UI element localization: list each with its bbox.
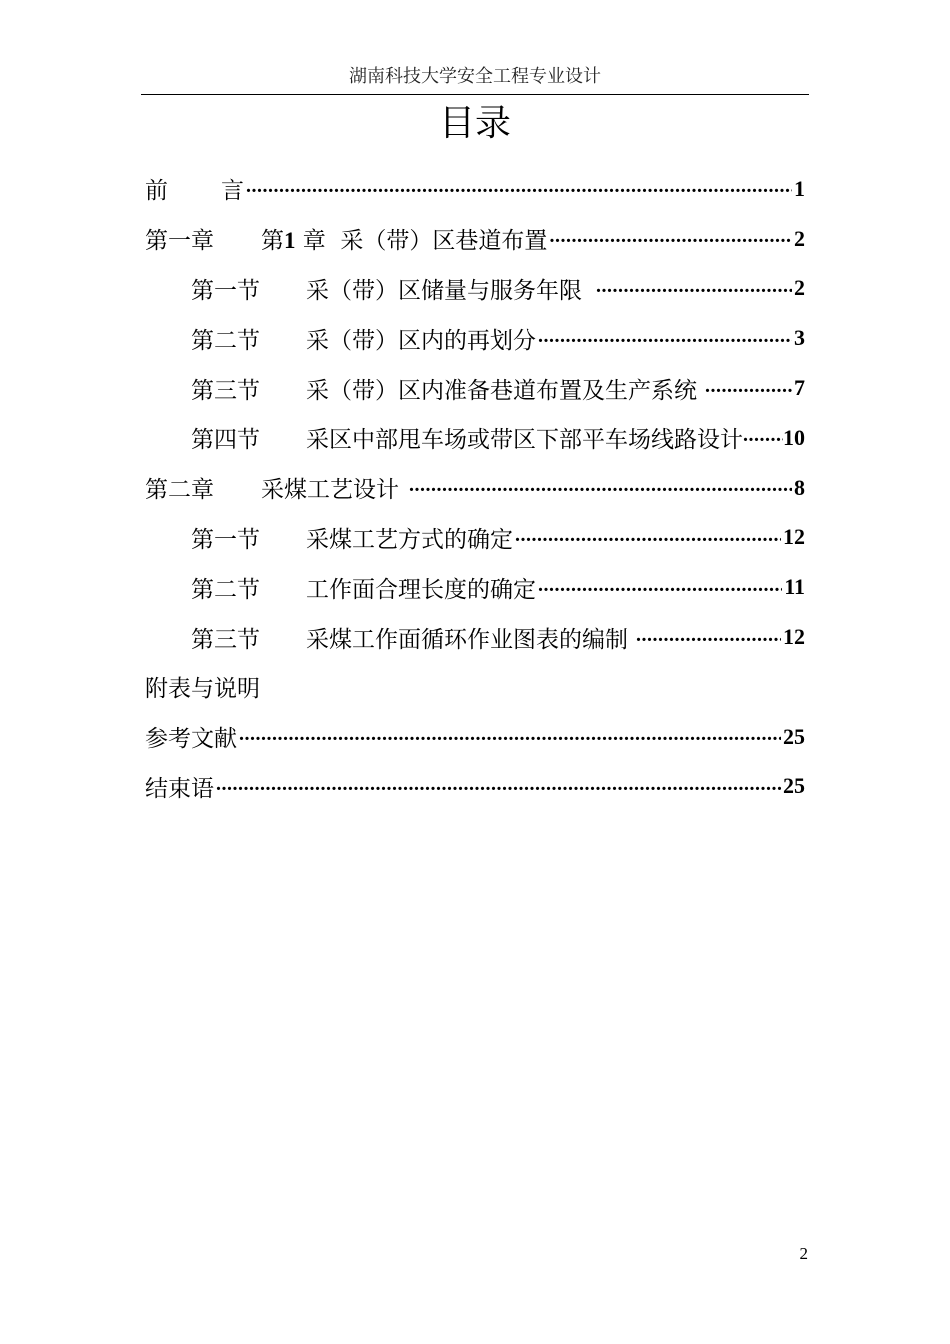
toc-page-number: 1 xyxy=(794,175,805,201)
toc-entry-number: 第一节 xyxy=(191,526,260,553)
toc-entry-title: 工作面合理长度的确定 xyxy=(306,576,536,603)
toc-entry-number: 第一节 xyxy=(191,277,260,304)
toc-page-number: 12 xyxy=(783,524,805,550)
toc-entry-title: 采（带）区储量与服务年限 xyxy=(306,277,582,304)
toc-entry-title: 采煤工作面循环作业图表的编制 xyxy=(306,626,628,653)
toc-entry-chapter-1-section-4[interactable] xyxy=(145,413,809,463)
toc-label xyxy=(191,372,697,405)
toc-label xyxy=(145,670,260,703)
header-rule xyxy=(141,94,809,95)
toc-entry-title: 结束语 xyxy=(145,775,214,802)
toc-leader-dots xyxy=(596,275,792,298)
toc-leader-dots xyxy=(538,325,792,348)
toc-entry-number: 第二节 xyxy=(191,576,260,603)
toc-entry-title-suffix: 章 采（带）区巷道布置 xyxy=(295,228,548,255)
toc-entry-title-number: 1 xyxy=(284,228,296,254)
toc-leader-dots xyxy=(743,424,783,447)
toc-leader-dots xyxy=(246,175,792,198)
toc-label xyxy=(145,471,399,504)
page-number: 2 xyxy=(799,1244,808,1263)
toc-leader-dots xyxy=(409,474,792,497)
toc-entry-number: 第三节 xyxy=(191,626,260,653)
toc-label xyxy=(191,272,582,305)
toc-entry-title: 采煤工艺设计 xyxy=(261,477,399,504)
toc-entry-title: 采区中部甩车场或带区下部平车场线路设计 xyxy=(306,427,743,454)
toc-entry-chapter-1-section-1[interactable] xyxy=(145,264,809,314)
toc-entry-number: 第一章 xyxy=(145,228,214,255)
toc-page-number: 25 xyxy=(783,723,805,749)
toc-entry-number: 第四节 xyxy=(191,427,260,454)
toc-entry-title: 附表与说明 xyxy=(145,676,260,703)
toc-label xyxy=(191,421,743,454)
toc-entry-title-prefix: 第 xyxy=(261,228,284,255)
toc-leader-dots xyxy=(538,574,782,597)
toc-entry-chapter-1-section-2[interactable] xyxy=(145,313,809,363)
toc-entry-appendix[interactable] xyxy=(145,662,809,712)
toc-entry-title xyxy=(261,222,547,255)
toc-entry-references[interactable] xyxy=(145,712,809,762)
toc-label xyxy=(191,521,513,554)
toc-entry-number: 第二节 xyxy=(191,327,260,354)
toc-entry-chapter-2-section-3[interactable] xyxy=(145,612,809,662)
toc-page-number: 8 xyxy=(794,474,805,500)
toc-entry-conclusion[interactable] xyxy=(145,762,809,812)
running-header: 湖南科技大学安全工程专业设计 xyxy=(349,66,601,87)
toc-label xyxy=(191,571,536,604)
toc-entry-title: 采煤工艺方式的确定 xyxy=(306,526,513,553)
toc-entry-title: 采（带）区内准备巷道布置及生产系统 xyxy=(306,377,697,404)
toc-entry-chapter-1[interactable] xyxy=(145,214,809,264)
toc-entry-preface[interactable] xyxy=(145,164,809,214)
toc-page-number: 2 xyxy=(794,275,805,301)
toc-page-number: 10 xyxy=(783,424,805,450)
toc-entry-number: 前 xyxy=(145,178,168,205)
toc-leader-dots xyxy=(705,375,792,398)
toc-page-number: 7 xyxy=(794,375,805,401)
toc-entry-number: 第三节 xyxy=(191,377,260,404)
toc-page-number: 3 xyxy=(794,325,805,351)
toc-label xyxy=(145,720,237,753)
toc-page-number: 2 xyxy=(794,225,805,251)
toc-label xyxy=(191,621,628,654)
toc-label xyxy=(145,172,244,205)
toc-entry-chapter-2[interactable] xyxy=(145,463,809,513)
toc-entry-chapter-2-section-1[interactable] xyxy=(145,513,809,563)
toc-label xyxy=(145,770,214,803)
toc-label xyxy=(145,222,547,255)
toc-entry-title: 采（带）区内的再划分 xyxy=(306,327,536,354)
toc-leader-dots xyxy=(216,773,781,796)
page-title: 目录 xyxy=(438,103,511,144)
table-of-contents xyxy=(145,164,809,811)
toc-entry-title: 言 xyxy=(221,178,244,205)
toc-entry-number: 第二章 xyxy=(145,477,214,504)
toc-leader-dots xyxy=(515,524,781,547)
toc-page-number: 12 xyxy=(783,624,805,650)
toc-entry-chapter-1-section-3[interactable] xyxy=(145,363,809,413)
toc-page-number: 11 xyxy=(784,574,805,600)
toc-page-number: 25 xyxy=(783,773,805,799)
toc-label xyxy=(191,322,536,355)
toc-leader-dots xyxy=(549,225,792,248)
toc-leader-dots xyxy=(239,723,781,746)
toc-entry-title: 参考文献 xyxy=(145,726,237,753)
toc-leader-dots xyxy=(636,624,781,647)
toc-entry-chapter-2-section-2[interactable] xyxy=(145,562,809,612)
